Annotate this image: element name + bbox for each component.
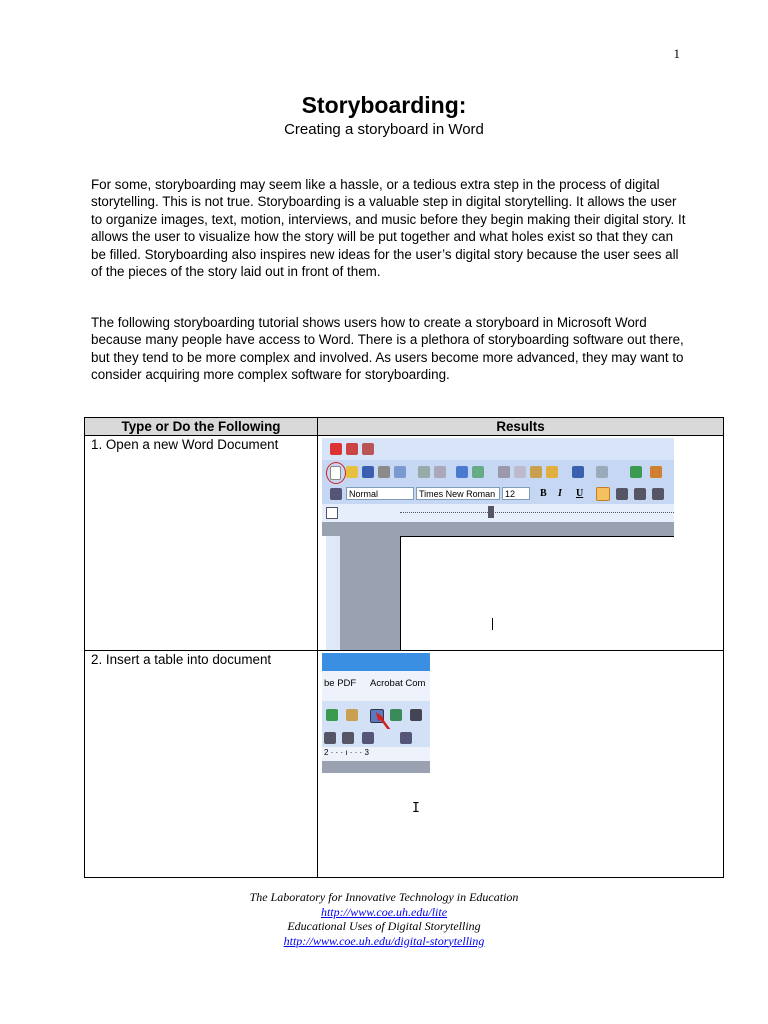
align-center-icon [616,488,628,500]
copy-icon [514,466,526,478]
open-folder-icon [346,466,358,478]
pdf-icon [362,443,374,455]
ruler-scale [400,512,674,514]
style-dropdown: Normal [346,487,414,500]
menu-bar [322,671,430,701]
horizontal-ruler [322,747,430,761]
formatting-toolbar [322,729,430,747]
ruler-scale: 2 · · · ı · · · 3 [324,748,369,757]
screenshot-standard-toolbar [322,460,674,484]
align-center-icon [324,732,336,744]
vertical-ruler [326,536,340,650]
text-cursor-icon [492,618,493,630]
indent-marker-icon [488,506,494,518]
format-painter-icon [546,466,558,478]
research-icon [472,466,484,478]
font-size-dropdown: 12 [502,487,530,500]
styles-icon [330,488,342,500]
font-dropdown: Times New Roman [416,487,500,500]
table-row [85,436,724,651]
screenshot-title-toolbar [322,438,674,460]
save-icon [362,466,374,478]
tables-borders-icon [650,466,662,478]
table-header-results: Results [318,418,724,436]
ibeam-cursor-icon: I [412,801,420,816]
hyperlink-icon [630,466,642,478]
table-cell-result [318,651,724,878]
table-cell-result [318,436,724,651]
spelling-icon [456,466,468,478]
page-number: 1 [673,46,680,61]
workspace-gray [322,522,674,536]
redo-icon [596,466,608,478]
permission-icon [378,466,390,478]
table-header-instructions: Type or Do the Following [85,418,318,436]
tutorial-paragraph: The following storyboarding tutorial shows users how to create a storyboard in Microsoft Word because many people have access to Word. There is a plethora of storyboarding software out there, but they tend to be more complex and involved. As users become more advanced, they may want to consider acquiring more complex software for storyboarding. [91,315,684,383]
highlight-circle [326,462,346,484]
tutorial-table [84,417,724,878]
italic-button: I [558,488,562,499]
table-cell-step [85,436,318,651]
menu-item: be PDF [324,678,357,689]
undo-icon [572,466,584,478]
page-subtitle: Creating a storyboard in Word [284,121,484,138]
footer-link-lite[interactable]: http://www.coe.uh.edu/lite [320,904,448,919]
align-right-icon [634,488,646,500]
paste-icon [530,466,542,478]
step-text: 2. Insert a table into document [91,652,272,667]
align-left-icon [596,487,610,501]
table-cell-step [85,651,318,878]
workspace-gray-left [340,536,400,650]
pdf-icon [330,443,342,455]
table-row [85,651,724,878]
horizontal-ruler [322,504,674,522]
cut-icon [498,466,510,478]
table-header-row [85,418,724,436]
blank-document-page [400,536,674,650]
justify-icon [342,732,354,744]
print-icon [418,466,430,478]
page-title: Storyboarding: [301,92,467,118]
email-icon [394,466,406,478]
underline-button: U [576,488,584,499]
window-title-bar [322,653,430,671]
footer-link-digital-storytelling[interactable]: http://www.coe.uh.edu/digital-storytelling [283,933,485,948]
numbering-icon [400,732,412,744]
insert-table-screenshot [322,653,430,773]
bold-button: B [540,488,547,499]
workspace-gray [322,761,430,773]
screenshot-formatting-toolbar [322,484,674,504]
footer-lab-name: The Laboratory for Innovative Technology in Education [249,890,519,904]
pdf-icon [346,443,358,455]
page-footer [0,890,768,948]
justify-icon [652,488,664,500]
print-preview-icon [434,466,446,478]
line-spacing-icon [362,732,374,744]
intro-paragraph: For some, storyboarding may seem like a hassle, or a tedious extra step in the process of digital storytelling. This is not true. Storyboarding is a valuable step in digital storytelling. It allows the user to organize images, text, motion, interviews, and music before they begin making their digital story. It allows the user to visualize how the story will be put together and what holes exist so that they can be filled. Storyboarding also inspires new ideas for the user’s digital story because the user sees all of the pieces of the story laid out in front of them. [91,177,686,280]
tab-selector-icon [326,507,338,519]
footer-course-name: Educational Uses of Digital Storytelling [287,919,481,933]
menu-item: Acrobat Com [370,678,426,689]
word-new-document-screenshot [322,438,674,650]
step-text: 1. Open a new Word Document [91,437,279,452]
